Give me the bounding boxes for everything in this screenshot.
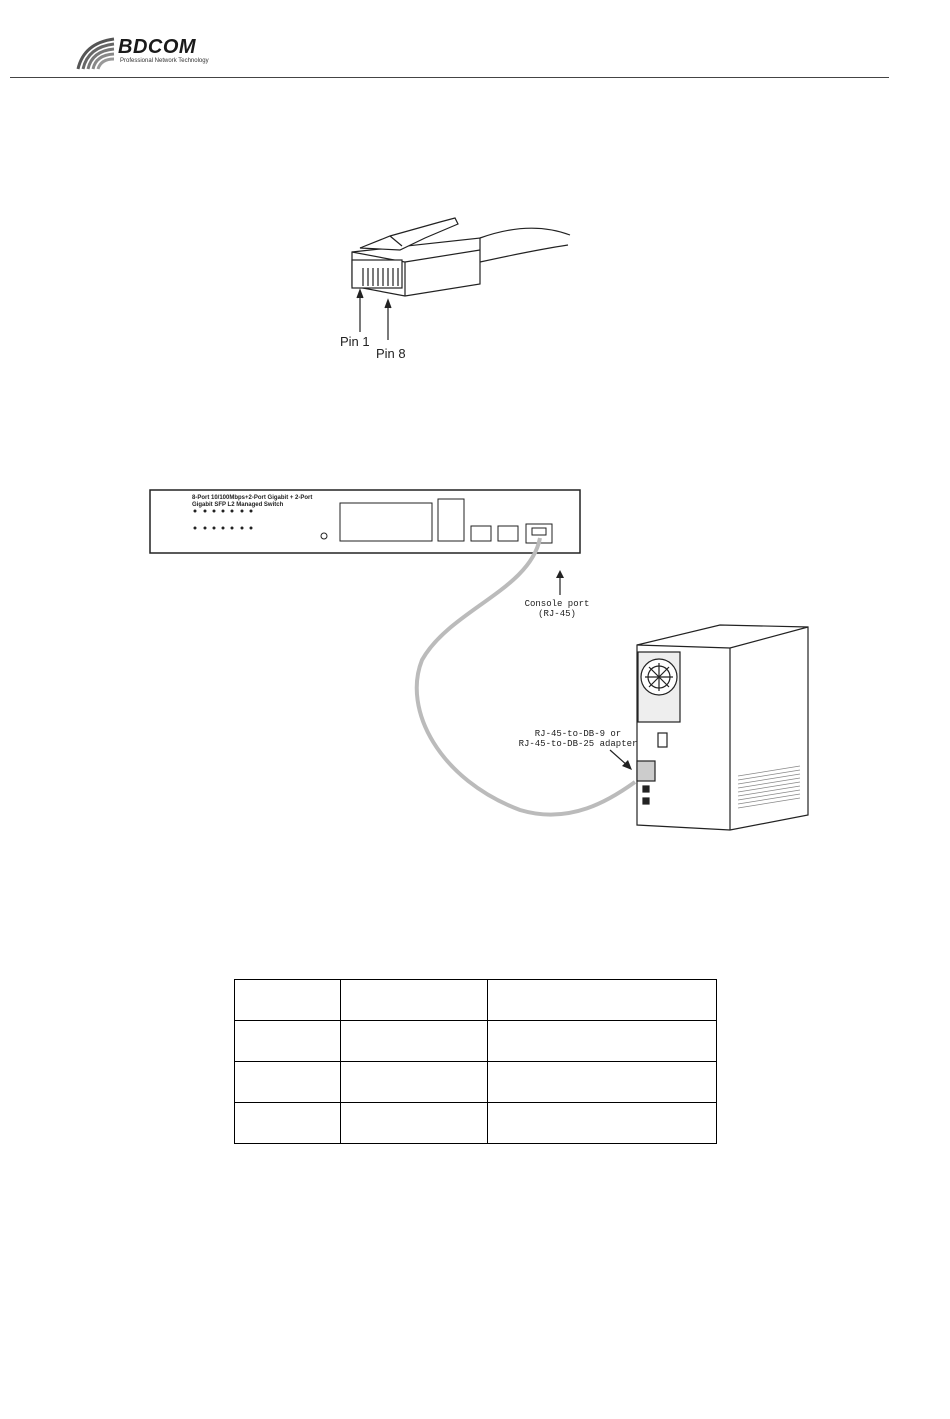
table-row — [235, 1062, 717, 1103]
table-cell — [341, 1103, 488, 1144]
table-cell — [488, 1021, 717, 1062]
table-row — [235, 1103, 717, 1144]
header-rule — [10, 77, 889, 78]
rj45-connector-figure — [330, 200, 590, 370]
pc-tower — [637, 625, 808, 830]
bdcom-logo-mark — [74, 35, 118, 71]
pin-table-body — [235, 980, 717, 1144]
switch-sfp-block — [438, 499, 464, 541]
console-port-sublabel: (RJ-45) — [538, 609, 576, 619]
table-row — [235, 980, 717, 1021]
table-cell — [341, 980, 488, 1021]
table-cell — [341, 1062, 488, 1103]
switch-title-line1: 8-Port 10/100Mbps+2-Port Gigabit + 2-Port — [192, 495, 313, 501]
table-cell — [235, 1062, 341, 1103]
table-cell — [488, 1103, 717, 1144]
pin-table — [234, 979, 717, 1144]
table-cell — [235, 980, 341, 1021]
switch-port-block — [340, 503, 432, 541]
pin1-label: Pin 1 — [340, 334, 370, 349]
console-cable — [417, 538, 635, 815]
table-row — [235, 1021, 717, 1062]
table-cell — [235, 1021, 341, 1062]
pin8-label: Pin 8 — [376, 346, 406, 361]
console-connection-figure — [140, 480, 820, 840]
sfp-port-1 — [471, 526, 491, 541]
adapter-sublabel: RJ-45-to-DB-25 adapter — [518, 739, 638, 749]
sfp-port-2 — [498, 526, 518, 541]
logo-tagline: Professional Network Technology — [120, 58, 209, 64]
switch-title-line2: Gigabit SFP L2 Managed Switch — [192, 502, 284, 508]
table-cell — [341, 1021, 488, 1062]
table-cell — [488, 980, 717, 1021]
table-cell — [488, 1062, 717, 1103]
adapter-label: RJ-45-to-DB-9 or — [534, 729, 622, 739]
bdcom-logo — [74, 35, 214, 71]
table-cell — [235, 1103, 341, 1144]
logo-name: BDCOM — [118, 36, 197, 58]
console-port-label: Console port — [524, 599, 590, 609]
